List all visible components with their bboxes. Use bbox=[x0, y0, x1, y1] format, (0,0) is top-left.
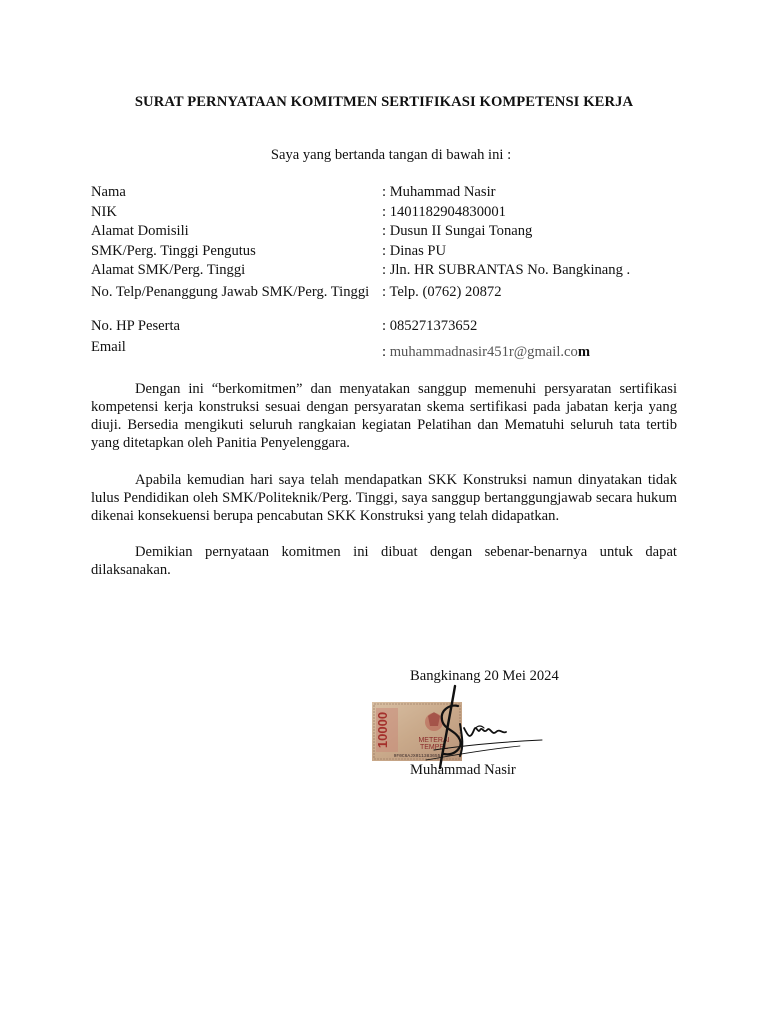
field-hp bbox=[91, 316, 691, 336]
field-value: : Dinas PU bbox=[382, 243, 447, 259]
field-label: Nama bbox=[91, 184, 126, 200]
place-date: Bangkinang 20 Mei 2024 bbox=[410, 668, 559, 684]
field-email bbox=[91, 337, 691, 360]
field-value: : 085271373652 bbox=[382, 318, 478, 334]
document-title: SURAT PERNYATAAN KOMITMEN SERTIFIKASI KOMPETENSI KERJA bbox=[134, 94, 634, 110]
paragraph-commitment bbox=[91, 380, 677, 452]
stamp-label-1: METERAI bbox=[418, 737, 450, 744]
field-value: : 1401182904830001 bbox=[382, 204, 506, 220]
field-nik bbox=[91, 202, 691, 222]
paragraph-text: Dengan ini “berkomitmen” dan menyatakan sanggup memenuhi persyaratan sertifikasi kompetensi kerja konstruksi sesuai dengan persyaratan skema sertifikasi pada jabatan kerja yang diuji. Bersedia mengikuti seluruh rangkaian kegiatan Pelatihan dan Mematuhi seluruh tata tertib yang ditetapkan oleh Panitia Penyelenggara. bbox=[91, 381, 677, 451]
field-alamat-domisili bbox=[91, 221, 691, 241]
field-value: : Telp. (0762) 20872 bbox=[382, 284, 502, 300]
stamp-serial: 9F0C6AJX011383655 bbox=[393, 754, 441, 759]
field-label: SMK/Perg. Tinggi Pengutus bbox=[91, 243, 256, 259]
paragraph-text: Apabila kemudian hari saya telah mendapatkan SKK Konstruksi namun dinyatakan tidak lulus Pendidikan oleh SMK/Politeknik/Perg. Tinggi, saya sanggup bertanggungjawab secara hukum dikenai konsekuensi berupa pencabutan SKK Konstruksi yang telah didapatkan. bbox=[91, 472, 677, 524]
signer-name: Muhammad Nasir bbox=[410, 762, 516, 778]
field-value bbox=[382, 342, 590, 362]
paragraph-text: Demikian pernyataan komitmen ini dibuat dengan sebenar-benarnya untuk dapat dilaksanakan. bbox=[91, 544, 677, 578]
field-value: : Jln. HR SUBRANTAS No. Bangkinang . bbox=[382, 262, 631, 278]
field-nama bbox=[91, 182, 691, 202]
field-label: No. Telp/Penanggung Jawab SMK/Perg. Tinggi bbox=[91, 284, 370, 300]
field-value: : Muhammad Nasir bbox=[382, 184, 496, 200]
field-alamat-smk bbox=[91, 260, 691, 280]
field-label: Alamat Domisili bbox=[91, 223, 189, 239]
paragraph-consequence bbox=[91, 471, 677, 525]
field-label: No. HP Peserta bbox=[91, 318, 181, 334]
email-address bbox=[390, 344, 590, 360]
field-label: Alamat SMK/Perg. Tinggi bbox=[91, 262, 246, 278]
field-label: NIK bbox=[91, 204, 117, 220]
stamp-value: 10000 bbox=[375, 711, 390, 749]
field-smk-pengutus bbox=[91, 241, 691, 261]
intro-line: Saya yang bertanda tangan di bawah ini : bbox=[270, 147, 512, 163]
field-telp bbox=[91, 282, 691, 302]
email-colon: : bbox=[382, 344, 390, 360]
email-main: muhammadnasir451r@gmail.co bbox=[389, 344, 578, 360]
stamp-label-2: TEMPEL bbox=[419, 744, 449, 751]
field-value: : Dusun II Sungai Tonang bbox=[382, 223, 533, 239]
field-label: Email bbox=[91, 339, 126, 355]
paragraph-closing bbox=[91, 543, 677, 579]
email-end: m bbox=[577, 344, 590, 360]
